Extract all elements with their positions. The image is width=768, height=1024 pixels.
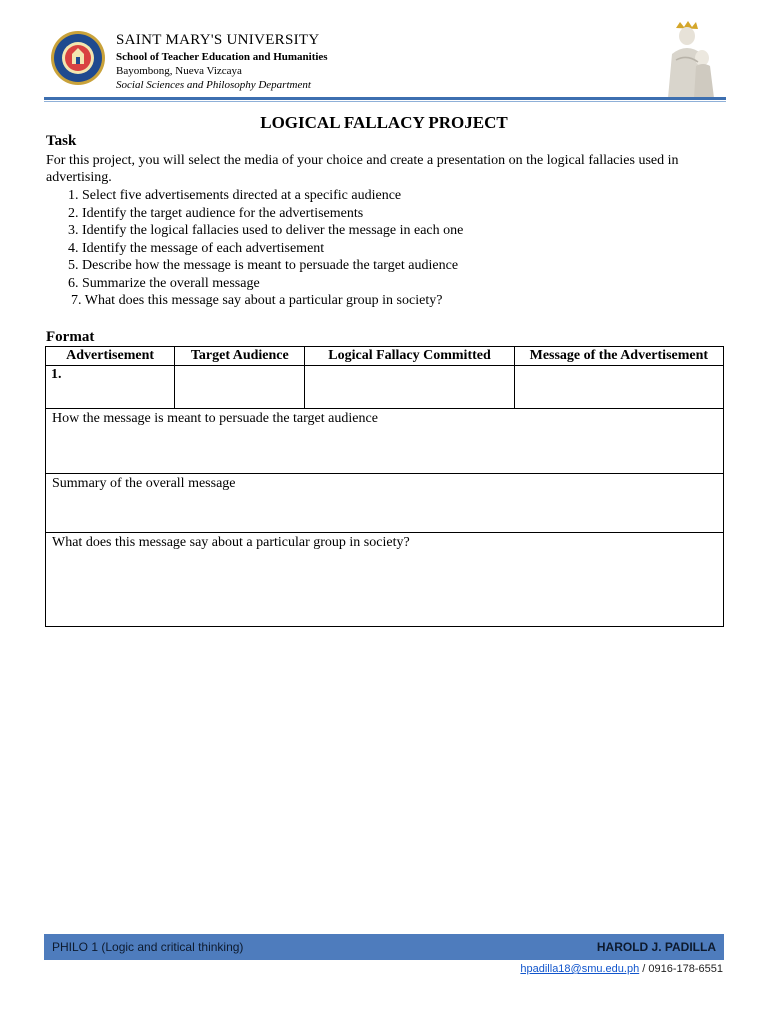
logical-fallacy-cell[interactable] bbox=[305, 366, 514, 409]
task-step: 4. Identify the message of each advertisement bbox=[68, 240, 325, 256]
department-name: Social Sciences and Philosophy Department bbox=[116, 79, 311, 91]
table-row bbox=[46, 409, 724, 474]
column-header-message: Message of the Advertisement bbox=[514, 347, 723, 366]
persuade-cell[interactable]: How the message is meant to persuade the target audience bbox=[46, 409, 724, 474]
advertisement-number-cell[interactable]: 1. bbox=[46, 366, 175, 409]
format-heading: Format bbox=[46, 329, 95, 345]
summary-cell[interactable]: Summary of the overall message bbox=[46, 474, 724, 533]
course-name: PHILO 1 (Logic and critical thinking) bbox=[52, 940, 244, 954]
target-audience-cell[interactable] bbox=[175, 366, 305, 409]
task-steps-list bbox=[68, 187, 463, 310]
table-row bbox=[46, 474, 724, 533]
email-link[interactable]: hpadilla18@smu.edu.ph bbox=[520, 963, 640, 975]
task-step: 1. Select five advertisements directed at a specific audience bbox=[68, 188, 402, 203]
madonna-statue-image bbox=[646, 20, 726, 98]
university-name: SAINT MARY'S UNIVERSITY bbox=[116, 32, 320, 48]
task-intro: For this project, you will select the media of your choice and create a presentation on the logical fallacies used in advertising. bbox=[46, 153, 679, 185]
school-location: Bayombong, Nueva Vizcaya bbox=[116, 65, 242, 77]
table-row bbox=[46, 366, 724, 409]
column-header-logical-fallacy: Logical Fallacy Committed bbox=[305, 347, 514, 366]
table-header-row bbox=[46, 347, 724, 366]
column-header-advertisement: Advertisement bbox=[46, 347, 175, 366]
instructor-name: HAROLD J. PADILLA bbox=[596, 940, 716, 954]
header-rule bbox=[44, 97, 726, 100]
task-step: 6. Summarize the overall message bbox=[68, 275, 260, 291]
table-row bbox=[46, 533, 724, 627]
column-header-target-audience: Target Audience bbox=[175, 347, 305, 366]
task-step: 3. Identify the logical fallacies used to deliver the message in each one bbox=[68, 223, 464, 238]
contact-info bbox=[520, 963, 723, 975]
university-seal-logo bbox=[50, 30, 106, 86]
task-step: 7. What does this message say about a particular group in society? bbox=[71, 293, 443, 308]
phone-number: / 0916-178-6551 bbox=[639, 963, 723, 975]
task-heading: Task bbox=[46, 133, 77, 149]
task-step: 5. Describe how the message is meant to persuade the target audience bbox=[68, 258, 459, 273]
society-group-cell[interactable]: What does this message say about a particular group in society? bbox=[46, 533, 724, 627]
document-title: LOGICAL FALLACY PROJECT bbox=[260, 113, 508, 132]
school-name: School of Teacher Education and Humanities bbox=[116, 51, 328, 63]
format-table bbox=[45, 346, 724, 627]
message-cell[interactable] bbox=[514, 366, 723, 409]
task-step: 2. Identify the target audience for the advertisements bbox=[68, 205, 364, 221]
header-rule-thin bbox=[44, 101, 726, 102]
